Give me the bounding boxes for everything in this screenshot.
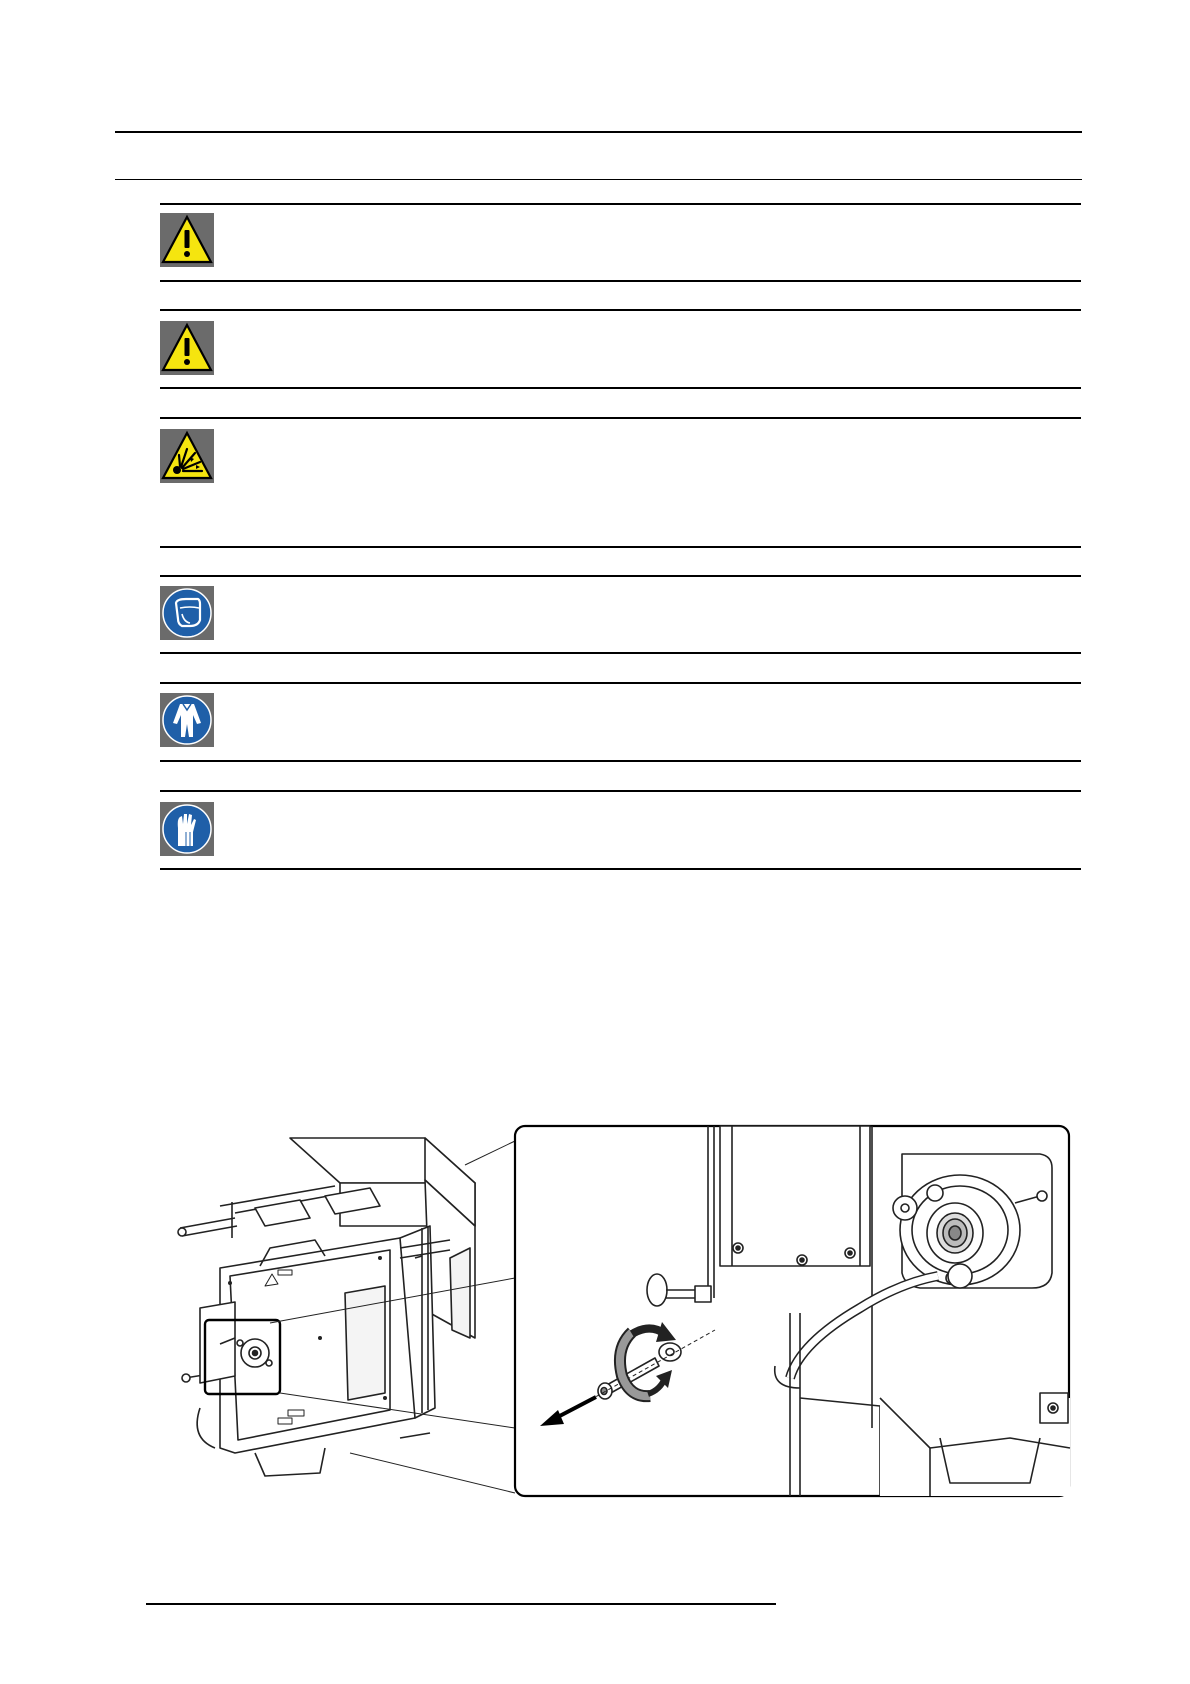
protective-clothing-icon (160, 693, 214, 747)
explosion-hazard-notice (160, 417, 1081, 548)
safety-gloves-notice (160, 790, 1081, 870)
warning-notice-1 (160, 203, 1081, 282)
safety-gloves-icon (160, 802, 214, 856)
face-shield-icon (160, 586, 214, 640)
header-rule-top (115, 131, 1082, 133)
lamp-house-drawing (160, 1108, 1080, 1498)
protective-clothing-notice (160, 682, 1081, 762)
warning-notice-2 (160, 309, 1081, 389)
lamp-house-overview (178, 1138, 475, 1476)
warning-triangle-icon (160, 321, 214, 375)
detail-inset (515, 1126, 1070, 1496)
footer-rule (146, 1603, 776, 1605)
header-rule-bottom (115, 179, 1082, 180)
warning-triangle-icon (160, 213, 214, 267)
explosion-hazard-icon (160, 429, 214, 483)
lamp-house-figure (160, 1108, 1080, 1498)
face-shield-notice (160, 575, 1081, 654)
